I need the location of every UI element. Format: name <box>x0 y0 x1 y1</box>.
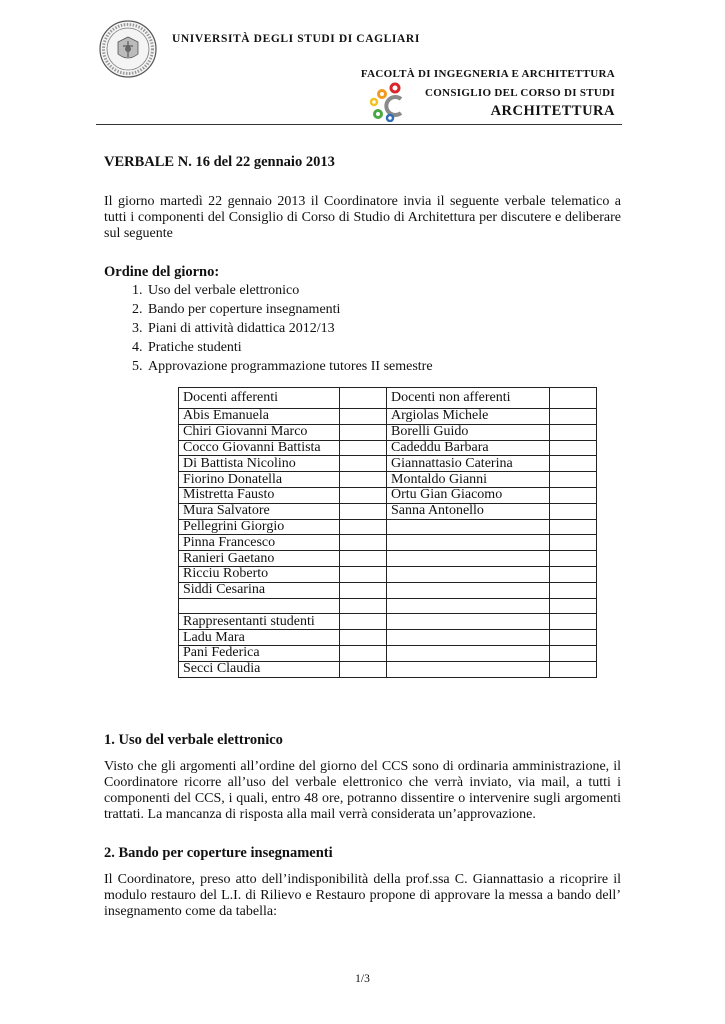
table-row <box>179 661 597 677</box>
table-cell: Pani Federica <box>179 645 340 661</box>
table-cell: Rappresentanti studenti <box>179 614 340 630</box>
agenda-item: 3. Piani di attività didattica 2012/13 <box>146 321 621 337</box>
table-cell <box>550 582 597 598</box>
table-row <box>179 472 597 488</box>
document-title: VERBALE N. 16 del 22 gennaio 2013 <box>104 154 335 170</box>
table-cell <box>387 598 550 614</box>
table-cell: Mistretta Fausto <box>179 487 340 503</box>
table-cell <box>387 645 550 661</box>
table-cell <box>387 661 550 677</box>
table-cell <box>340 456 387 472</box>
agenda-heading: Ordine del giorno: <box>104 264 220 280</box>
section2-paragraph: Il Coordinatore, preso atto dell’indisponibilità della prof.ssa C. Giannattasio a ricoprire il modulo restauro del L.I. di Rilievo e Restauro propone di approvare la messa a bando dell’ insegnamento come da tabella: <box>104 871 621 919</box>
table-cell <box>340 566 387 582</box>
intro-paragraph: Il giorno martedì 22 gennaio 2013 il Coordinatore invia il seguente verbale telematico a tutti i componenti del Consiglio di Corso di Studio di Architettura per discutere e deliberare sul seguente <box>104 194 621 241</box>
table-cell: Ricciu Roberto <box>179 566 340 582</box>
table-cell: Pellegrini Giorgio <box>179 519 340 535</box>
table-cell: Mura Salvatore <box>179 503 340 519</box>
table-cell <box>340 409 387 425</box>
table-cell <box>340 645 387 661</box>
table-row <box>179 519 597 535</box>
table-row <box>179 566 597 582</box>
table-cell <box>340 535 387 551</box>
table-cell <box>550 487 597 503</box>
table-cell <box>550 598 597 614</box>
agenda-item: 5. Approvazione programmazione tutores II semestre <box>146 359 621 375</box>
table-cell <box>550 551 597 567</box>
table-cell <box>550 645 597 661</box>
table-cell <box>340 551 387 567</box>
table-row <box>179 535 597 551</box>
table-cell: Cocco Giovanni Battista <box>179 440 340 456</box>
table-cell <box>550 409 597 425</box>
table-cell <box>340 614 387 630</box>
table-row <box>179 551 597 567</box>
table-cell: Chiri Giovanni Marco <box>179 424 340 440</box>
council-name: CONSIGLIO DEL CORSO DI STUDI <box>425 87 615 99</box>
table-cell <box>550 519 597 535</box>
table-row <box>179 598 597 614</box>
table-cell: Sanna Antonello <box>387 503 550 519</box>
table-cell <box>340 487 387 503</box>
section1-heading: 1. Uso del verbale elettronico <box>104 731 283 748</box>
attendance-table <box>178 387 597 678</box>
table-header-row <box>179 388 597 409</box>
table-row <box>179 409 597 425</box>
table-cell <box>550 472 597 488</box>
table-row <box>179 440 597 456</box>
table-cell <box>340 472 387 488</box>
table-cell: Fiorino Donatella <box>179 472 340 488</box>
table-cell <box>550 456 597 472</box>
page-number: 1/3 <box>355 973 370 985</box>
table-header-cell <box>340 388 387 409</box>
document-body <box>104 154 621 920</box>
table-cell <box>387 614 550 630</box>
table-cell: Giannattasio Caterina <box>387 456 550 472</box>
table-cell <box>179 598 340 614</box>
table-row <box>179 424 597 440</box>
agenda-list <box>104 283 621 375</box>
table-cell <box>340 519 387 535</box>
architecture-course-logo-icon <box>368 82 408 122</box>
table-cell: Borelli Guido <box>387 424 550 440</box>
agenda-item: 2. Bando per coperture insegnamenti <box>146 302 621 318</box>
table-cell <box>550 566 597 582</box>
table-cell <box>550 661 597 677</box>
table-row <box>179 582 597 598</box>
table-cell: Abis Emanuela <box>179 409 340 425</box>
table-cell <box>550 535 597 551</box>
table-row <box>179 645 597 661</box>
table-cell <box>550 503 597 519</box>
table-cell <box>340 440 387 456</box>
table-cell <box>340 503 387 519</box>
table-cell <box>340 661 387 677</box>
table-cell: Ladu Mara <box>179 630 340 646</box>
table-cell: Ortu Gian Giacomo <box>387 487 550 503</box>
table-cell <box>340 424 387 440</box>
section1-paragraph: Visto che gli argomenti all’ordine del giorno del CCS sono di ordinaria amministrazione, il Coordinatore ricorre all’uso del verbale elettronico che verrà inviato, via mail, a tutti i componenti del CCS, i quali, entro 48 ore, potranno dissentire o intervenire sugli argomenti trattati. La mancanza di risposta alla mail verrà considerata un’approvazione. <box>104 758 621 822</box>
table-cell <box>550 440 597 456</box>
table-cell: Siddi Cesarina <box>179 582 340 598</box>
table-cell: Pinna Francesco <box>179 535 340 551</box>
table-row <box>179 503 597 519</box>
table-cell <box>550 614 597 630</box>
section2-heading: 2. Bando per coperture insegnamenti <box>104 844 333 861</box>
table-cell <box>550 630 597 646</box>
table-cell <box>340 630 387 646</box>
table-header-cell: Docenti afferenti <box>179 388 340 409</box>
table-cell: Argiolas Michele <box>387 409 550 425</box>
table-row <box>179 630 597 646</box>
agenda-item: 4. Pratiche studenti <box>146 340 621 356</box>
table-row <box>179 456 597 472</box>
university-name: UNIVERSITÀ DEGLI STUDI DI CAGLIARI <box>172 33 420 45</box>
table-cell <box>340 582 387 598</box>
table-cell <box>340 598 387 614</box>
table-cell: Cadeddu Barbara <box>387 440 550 456</box>
table-cell <box>387 582 550 598</box>
table-cell <box>387 566 550 582</box>
table-cell: Montaldo Gianni <box>387 472 550 488</box>
table-row <box>179 614 597 630</box>
table-header-cell <box>550 388 597 409</box>
table-cell <box>387 630 550 646</box>
table-cell: Di Battista Nicolino <box>179 456 340 472</box>
university-seal-icon <box>99 20 157 78</box>
table-cell <box>387 551 550 567</box>
table-cell <box>550 424 597 440</box>
table-header-cell: Docenti non afferenti <box>387 388 550 409</box>
faculty-name: FACOLTÀ DI INGEGNERIA E ARCHITETTURA <box>360 68 615 80</box>
header-divider <box>96 124 622 125</box>
table-row <box>179 487 597 503</box>
course-name: ARCHITETTURA <box>490 103 615 119</box>
table-cell <box>387 535 550 551</box>
agenda-item: 1. Uso del verbale elettronico <box>146 283 621 299</box>
table-cell: Secci Claudia <box>179 661 340 677</box>
table-cell: Ranieri Gaetano <box>179 551 340 567</box>
table-cell <box>387 519 550 535</box>
